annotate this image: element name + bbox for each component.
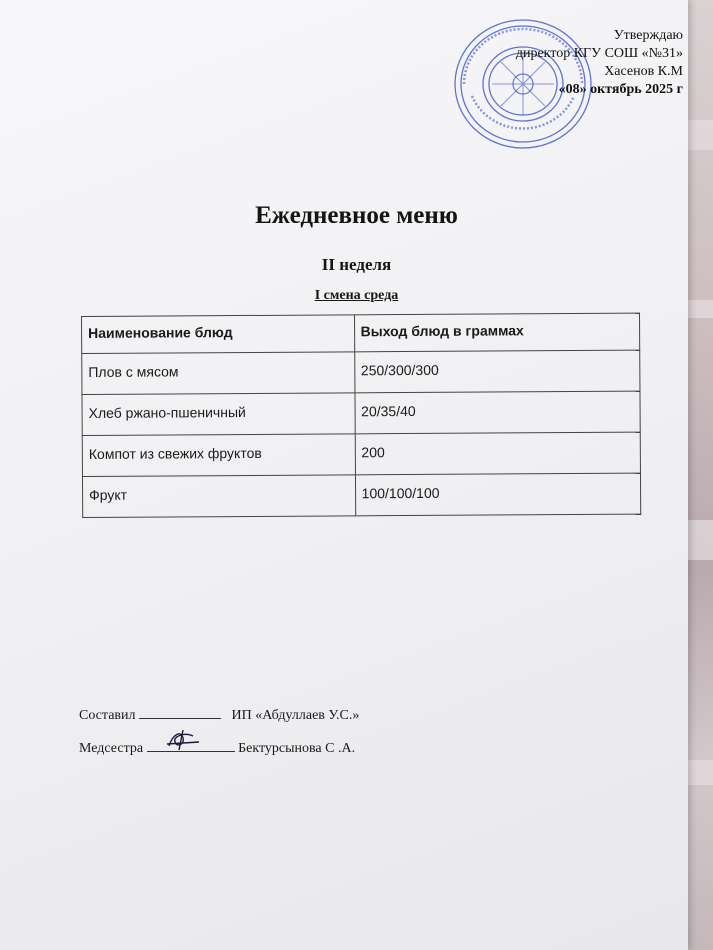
approval-position: директор КГУ СОШ «№31»	[515, 46, 683, 61]
approval-name: Хасенов К.М	[604, 64, 683, 79]
shift-label	[0, 288, 713, 304]
portion-value: 20/35/40	[355, 391, 641, 434]
table-row	[82, 432, 640, 476]
composer-name: ИП «Абдуллаев У.С.»	[231, 708, 360, 723]
composer-signature-blank	[139, 706, 221, 719]
portion-value: 250/300/300	[354, 350, 640, 393]
approval-date: «08» октябрь 2025 г	[558, 82, 683, 97]
composer-line	[79, 706, 359, 724]
handwritten-signature	[163, 728, 203, 752]
dish-name: Плов с мясом	[82, 352, 355, 395]
week-subtitle: II неделя	[321, 255, 392, 274]
composer-label: Составил	[79, 708, 136, 723]
approval-title: Утверждаю	[613, 28, 683, 43]
shift-text: I смена среда	[314, 288, 399, 303]
menu-table	[81, 313, 641, 518]
column-header-portion: Выход блюд в граммах	[354, 313, 640, 352]
table-header-row	[82, 313, 640, 353]
portion-value: 100/100/100	[355, 473, 641, 516]
nurse-name: Бектурсынова С .А.	[238, 741, 356, 756]
dish-name: Хлеб ржано-пшеничный	[82, 393, 355, 436]
table-row	[82, 391, 640, 435]
dish-name: Фрукт	[82, 475, 355, 518]
portion-value: 200	[355, 432, 641, 475]
approval-block	[516, 27, 683, 99]
page-title: Ежедневное меню	[255, 202, 458, 229]
dish-name: Компот из свежих фруктов	[82, 434, 355, 477]
table-row	[82, 473, 640, 517]
column-header-dish: Наименование блюд	[82, 315, 355, 354]
table-row	[82, 350, 640, 394]
nurse-line	[79, 739, 355, 757]
nurse-label: Медсестра	[79, 741, 144, 756]
